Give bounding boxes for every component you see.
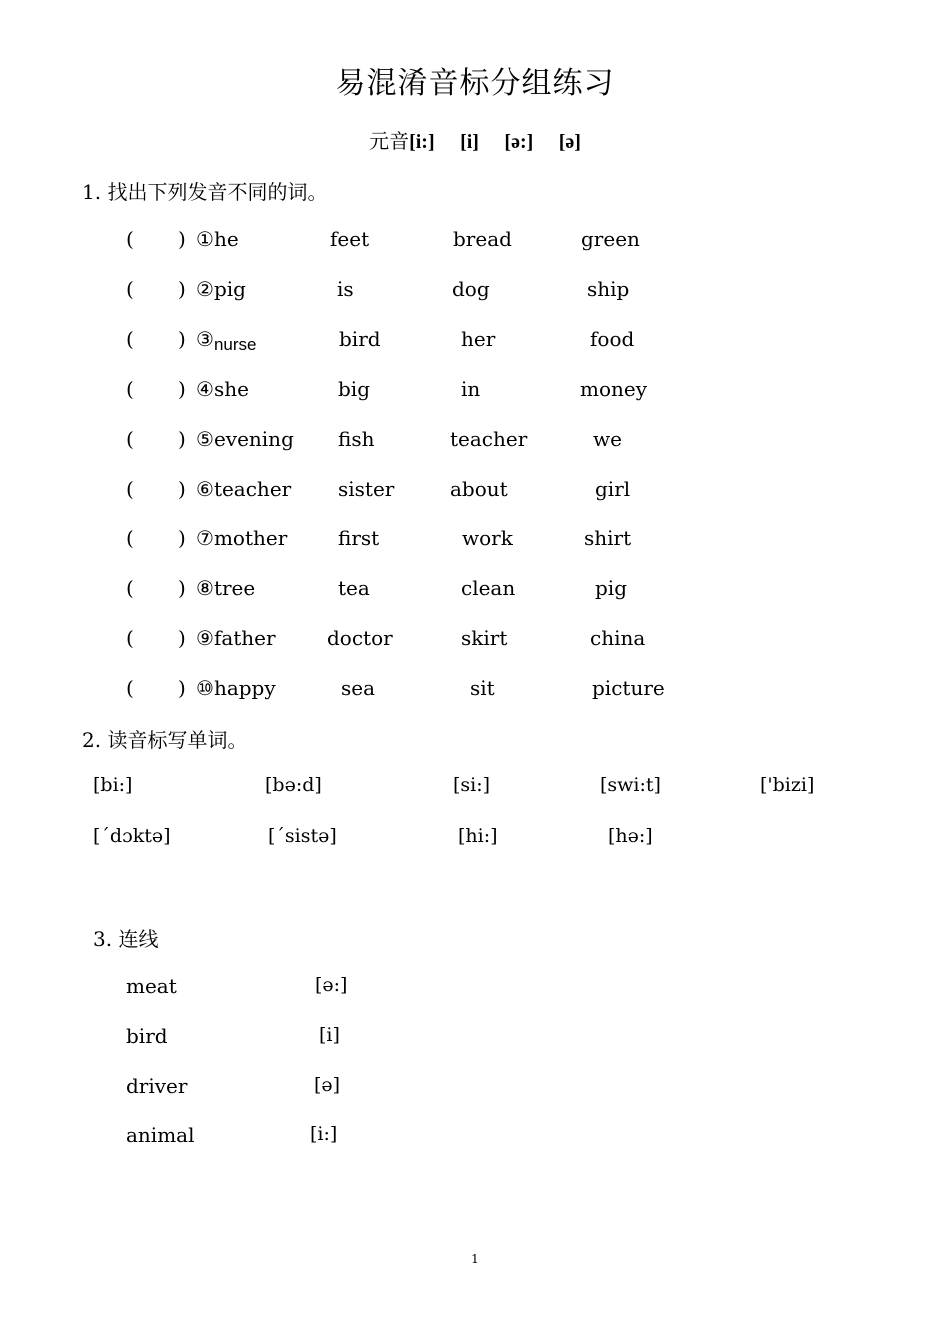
- ipa-item: [bi:]: [93, 774, 133, 796]
- question-first-word: [196, 576, 255, 600]
- sound-2: [i]: [460, 131, 479, 153]
- answer-paren-open: (: [126, 277, 134, 301]
- sound-1: [i:]: [409, 131, 435, 153]
- answer-paren-open: (: [126, 377, 134, 401]
- word: bread: [453, 227, 512, 251]
- ipa-item: [hi:]: [458, 825, 498, 847]
- question-number: ⑧: [196, 576, 214, 600]
- answer-paren-close: ): [178, 576, 186, 600]
- match-word: bird: [126, 1024, 168, 1048]
- word: he: [213, 227, 239, 251]
- answer-paren-close: ): [178, 277, 186, 301]
- word: happy: [213, 676, 276, 700]
- word: her: [461, 327, 496, 351]
- word: nurse: [213, 335, 257, 354]
- word: teacher: [213, 477, 292, 501]
- word: big: [338, 377, 371, 401]
- question-number: ②: [196, 277, 214, 301]
- answer-paren-close: ): [178, 477, 186, 501]
- word: mother: [213, 526, 288, 550]
- answer-paren-open: (: [126, 526, 134, 550]
- word: pig: [595, 576, 628, 600]
- question-first-word: [196, 227, 239, 251]
- word: girl: [595, 477, 631, 501]
- answer-paren-close: ): [178, 377, 186, 401]
- page-number: 1: [471, 1252, 479, 1266]
- word: money: [580, 377, 648, 401]
- match-word: driver: [126, 1074, 188, 1098]
- word: green: [581, 227, 640, 251]
- ipa-item: [swi:t]: [600, 774, 661, 796]
- answer-paren-close: ): [178, 227, 186, 251]
- match-sound: [ə:]: [315, 974, 348, 996]
- word: work: [462, 526, 513, 550]
- sound-3: [ə:]: [504, 131, 534, 153]
- question-number: ⑥: [196, 477, 214, 501]
- question-first-word: [196, 327, 257, 354]
- question-first-word: [196, 526, 287, 550]
- question-first-word: [196, 676, 276, 700]
- answer-paren-open: (: [126, 676, 134, 700]
- word: fish: [338, 427, 375, 451]
- section3-heading: 3. 连线: [93, 927, 159, 951]
- ipa-item: [bə:d]: [265, 774, 322, 796]
- word: in: [461, 377, 481, 401]
- section2-heading: 2. 读音标写单词。: [82, 728, 248, 752]
- word: father: [213, 626, 276, 650]
- word: shirt: [584, 526, 632, 550]
- word: tree: [213, 576, 256, 600]
- word: sit: [470, 676, 495, 700]
- word: we: [593, 427, 622, 451]
- question-first-word: [196, 277, 246, 301]
- word: picture: [592, 676, 665, 700]
- ipa-item: [si:]: [453, 774, 491, 796]
- section1-heading: 1. 找出下列发音不同的词。: [82, 180, 328, 204]
- question-first-word: [196, 626, 276, 650]
- question-first-word: [196, 427, 294, 451]
- match-word: animal: [126, 1123, 195, 1147]
- ipa-item: [hə:]: [608, 825, 653, 847]
- word: skirt: [461, 626, 508, 650]
- match-word: meat: [126, 974, 177, 998]
- question-number: ⑦: [196, 526, 214, 550]
- ipa-item: [ˊsistə]: [268, 825, 337, 847]
- answer-paren-open: (: [126, 626, 134, 650]
- answer-paren-close: ): [178, 427, 186, 451]
- answer-paren-open: (: [126, 227, 134, 251]
- answer-paren-close: ): [178, 626, 186, 650]
- word: sea: [341, 676, 376, 700]
- subtitle-prefix: 元音: [369, 129, 410, 153]
- match-sound: [i]: [319, 1024, 340, 1046]
- question-number: ⑩: [196, 676, 214, 700]
- ipa-item: ['bizi]: [760, 774, 815, 796]
- sound-4: [ə]: [558, 131, 581, 153]
- question-first-word: [196, 477, 291, 501]
- word: food: [590, 327, 635, 351]
- answer-paren-open: (: [126, 427, 134, 451]
- ipa-item: [ˊdɔktə]: [93, 825, 171, 847]
- word: clean: [461, 576, 516, 600]
- answer-paren-close: ): [178, 526, 186, 550]
- question-number: ④: [196, 377, 214, 401]
- word: dog: [452, 277, 490, 301]
- word: about: [450, 477, 508, 501]
- subtitle: [0, 125, 950, 154]
- word: bird: [339, 327, 381, 351]
- answer-paren-open: (: [126, 327, 134, 351]
- word: she: [213, 377, 249, 401]
- word: is: [337, 277, 354, 301]
- match-sound: [ə]: [314, 1074, 341, 1096]
- word: doctor: [327, 626, 393, 650]
- word: feet: [330, 227, 370, 251]
- word: pig: [213, 277, 246, 301]
- word: first: [338, 526, 380, 550]
- word: evening: [213, 427, 294, 451]
- answer-paren-open: (: [126, 477, 134, 501]
- word: sister: [338, 477, 395, 501]
- page-title: 易混淆音标分组练习: [335, 66, 615, 101]
- word: teacher: [450, 427, 528, 451]
- question-number: ⑤: [196, 427, 214, 451]
- word: tea: [338, 576, 370, 600]
- question-first-word: [196, 377, 249, 401]
- question-number: ⑨: [196, 626, 214, 650]
- word: ship: [587, 277, 630, 301]
- match-sound: [i:]: [310, 1123, 338, 1145]
- answer-paren-close: ): [178, 676, 186, 700]
- answer-paren-open: (: [126, 576, 134, 600]
- word: china: [590, 626, 646, 650]
- question-number: ①: [196, 227, 214, 251]
- answer-paren-close: ): [178, 327, 186, 351]
- question-number: ③: [196, 327, 214, 351]
